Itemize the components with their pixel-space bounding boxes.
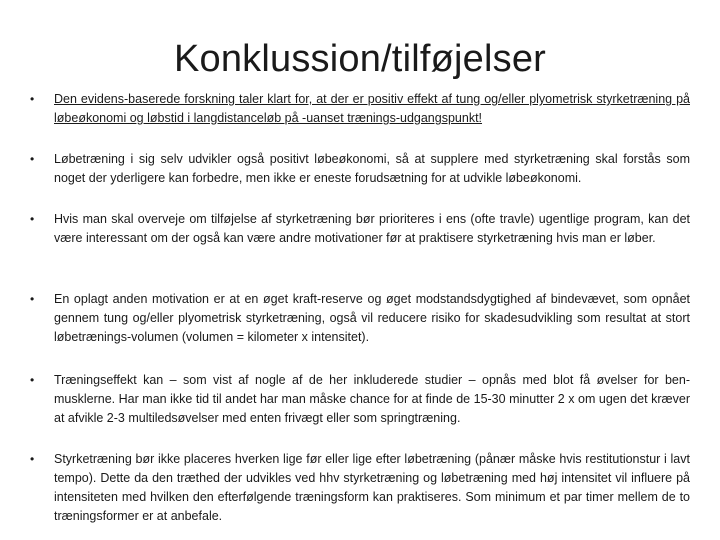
bullet-text: Styrketræning bør ikke placeres hverken lige før eller lige efter løbetræning (pånær måske hvis restitutionstur i lavt tempo). Dette da den træthed der udvikles ved hhv styrketræning og løbetræning med høj intensitet vil influere på intensiteten med hvilken den efterfølgende træningsform kan praktiseres. Som minimum et par timer mellem de to træningsformer er at anbefale.	[54, 452, 690, 523]
bullet-icon: •	[30, 292, 35, 306]
bullet-icon: •	[30, 152, 35, 166]
bullet-icon: •	[30, 92, 35, 106]
bullet-text: Hvis man skal overveje om tilføjelse af styrketræning bør prioriteres i ens (ofte travle) ugentlige program, kan det være interessant om der også kan være andre motivationer før at praktisere styrketræning hvis man er løber.	[54, 212, 690, 245]
bullet-icon: •	[30, 212, 35, 226]
bullet-text: Træningseffekt kan – som vist af nogle af de her inkluderede studier – opnås med blot få øvelser for ben-musklerne. Har man ikke tid til andet har man måske chance for at finde de 15-30 minutter 2 x om ugen det kræver at afvikle 2-3 multiledsøvelser med enten frivægt eller som springtræning.	[54, 373, 690, 425]
bullet-text: En oplagt anden motivation er at en øget kraft-reserve og øget modstandsdygtighed af bindevævet, som opnået gennem tung og/eller plyometrisk styrketræning, også vil reducere risiko for skadesudvikling som resultat at stort løbetrænings-volumen (volumen = kilometer x intensitet).	[54, 292, 690, 344]
slide-title: Konklussion/tilføjelser	[173, 38, 547, 80]
bullet-text: Løbetræning i sig selv udvikler også positivt løbeøkonomi, så at supplere med styrketræning skal forstås som noget der yderligere kan forbedre, men ikke er eneste forudsætning for at udvikle løbeøkonomi.	[54, 152, 690, 185]
bullet-icon: •	[30, 452, 35, 466]
bullet-icon: •	[30, 373, 35, 387]
bullet-text: Den evidens-baserede forskning taler klart for, at der er positiv effekt af tung og/eller plyometrisk styrketræning på løbeøkonomi og løbstid i langdistanceløb på -uanset trænings-udgangspunkt!	[54, 92, 690, 125]
